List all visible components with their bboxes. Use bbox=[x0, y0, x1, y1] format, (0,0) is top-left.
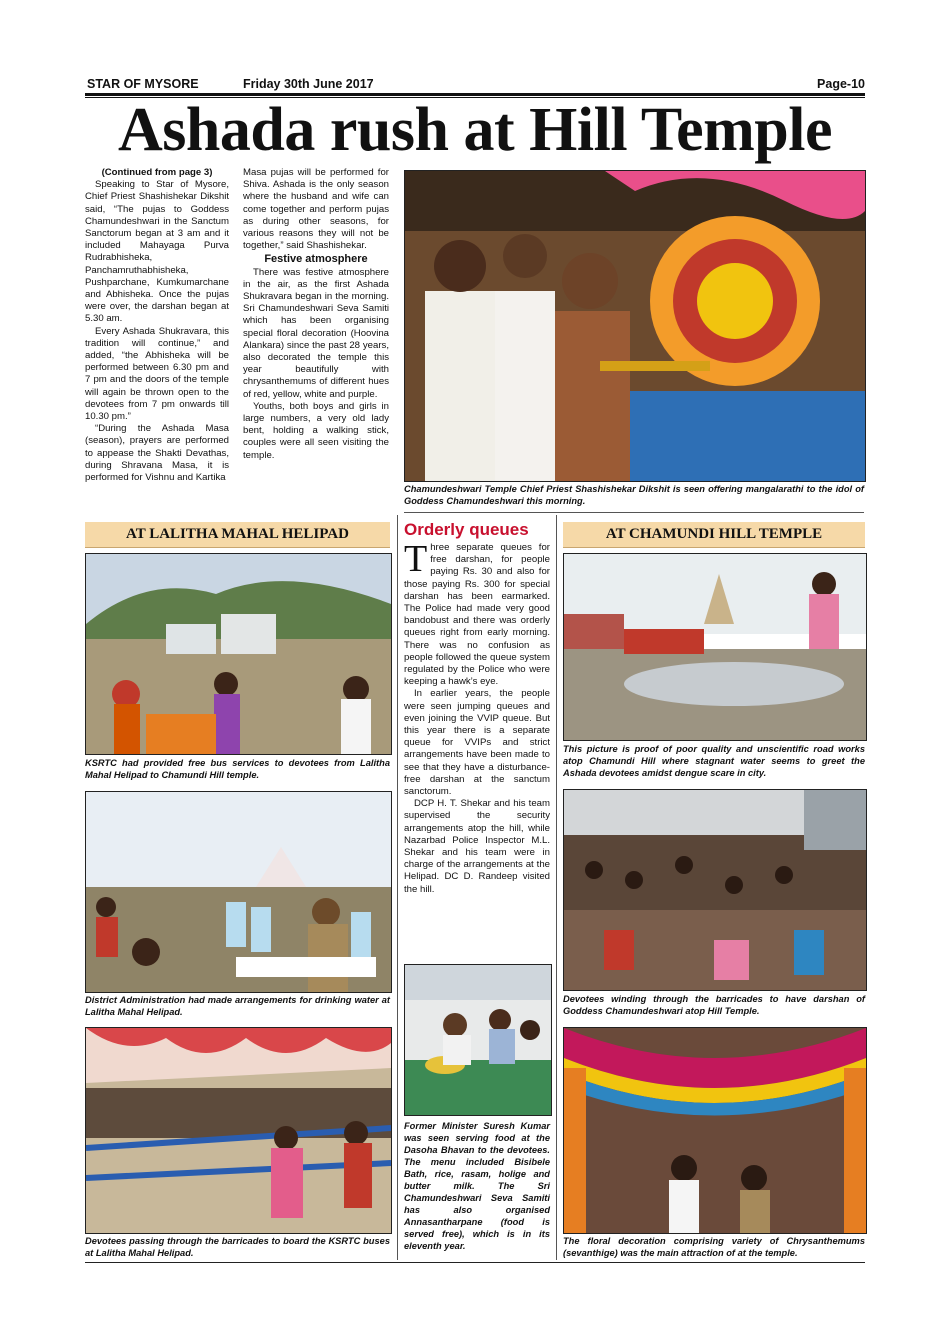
floral-decoration-photo bbox=[563, 1027, 867, 1234]
article-paragraph bbox=[404, 538, 550, 688]
bottom-rule bbox=[85, 1262, 865, 1263]
barricades-helipad-photo bbox=[85, 1027, 392, 1234]
publication-name: STAR OF MYSORE bbox=[87, 77, 199, 91]
barricades-helipad-caption: Devotees passing through the barricades to board the KSRTC buses at Lalitha Mahal Helipad. bbox=[85, 1236, 390, 1258]
article-paragraph: DCP H. T. Shekar and his team supervised the security arrangements atop the hill, while Nazarbad Police Inspector M.L. Shekar and his team were in charge of the arrangements at the Helipad. DC D. Randeep visited the hill. bbox=[404, 798, 550, 895]
floral-decoration-caption: The floral decoration comprising variety of Chrysanthemums (sevanthige) was the main attraction of at the temple. bbox=[563, 1236, 865, 1258]
column-divider bbox=[556, 515, 557, 1260]
drop-cap: T bbox=[404, 538, 428, 580]
article-paragraph: Youths, both boys and girls in large numbers, a very old lady bent, holding a walking stick, couples were all seen visiting the temple. bbox=[243, 400, 389, 461]
article-paragraph: Speaking to Star of Mysore, Chief Priest Shashishekar Dikshit said, “The pujas to Goddess Chamundeshwari in the Sanctum Sanctorum began at 3 am and it included Mahayaga Purva Rudrabhisheka, Panchamruthabhisheka, Pushparchane, Kumkumarchane and Abhisheka. Once the pujas were over, the darshan began at 5.30 am. bbox=[85, 179, 229, 325]
issue-date: Friday 30th June 2017 bbox=[243, 77, 374, 91]
section-title-chamundi-hill: AT CHAMUNDI HILL TEMPLE bbox=[563, 522, 865, 548]
article-paragraph: There was festive atmosphere in the air, as the first Ashada Shukravara began in the morning. Sri Chamundeshwari Seva Samiti which has been organising special floral decoration (Hoovina Alankara) since the past 28 years, also decorated the temple this year beautifully with chrysanthemums of different hues of red, yellow, white and purple. bbox=[243, 266, 389, 400]
headline: Ashada rush at Hill Temple bbox=[118, 96, 832, 164]
drinking-water-photo bbox=[85, 791, 392, 993]
article-paragraph: Every Ashada Shukravara, this tradition will continue,” and added, “the Abhisheka will be performed between 6.30 pm and 7 pm and the doors of the temple will again be thrown open to the devotees from 7 pm onwards till 10.30 pm.” bbox=[85, 325, 229, 423]
bus-services-caption: KSRTC had provided free bus services to devotees from Lalitha Mahal Helipad to Chamundi Hill temple. bbox=[85, 758, 390, 780]
dasoha-bhavan-caption: Former Minister Suresh Kumar was seen serving food at the Dasoha Bhavan to the devotees. The menu included Bisibele Bath, rice, rasam, holige and butter milk. The Sri Chamundeshwari Seva Samiti has also organised Annasantharpane (food is served free), which is in its eleventh year. bbox=[404, 1121, 550, 1251]
divider bbox=[404, 512, 864, 513]
section-title-lalitha-mahal: AT LALITHA MAHAL HELIPAD bbox=[85, 522, 390, 548]
drinking-water-caption: District Administration had made arrangements for drinking water at Lalitha Mahal Helipad. bbox=[85, 995, 390, 1017]
article-paragraph: In earlier years, the people were seen jumping queues and even joining the VVIP queue. But this year there is a separate queue for VVIPs and strict arrangements have been made to see that they have a disturbance-free darshan at the sanctum sanctorum. bbox=[404, 688, 550, 798]
main-temple-photo bbox=[404, 170, 866, 482]
orderly-queues-body bbox=[404, 538, 550, 896]
stagnant-water-caption: This picture is proof of poor quality and unscientific road works atop Chamundi Hill where stagnant water seems to greet the Ashada devotees amidst dengue scare in city. bbox=[563, 744, 865, 778]
main-photo-caption: Chamundeshwari Temple Chief Priest Shashishekar Dikshit is seen offering mangalarathi to the idol of Goddess Chamundeshwari this morning. bbox=[404, 484, 864, 506]
dasoha-bhavan-photo bbox=[404, 964, 552, 1116]
bus-services-photo bbox=[85, 553, 392, 755]
stagnant-water-photo bbox=[563, 553, 867, 741]
crowd-barricades-caption: Devotees winding through the barricades to have darshan of Goddess Chamundeshwari atop Hill Temple. bbox=[563, 994, 865, 1016]
article-column-1 bbox=[85, 167, 229, 484]
article-column-2 bbox=[243, 167, 389, 462]
orderly-queues-title: Orderly queues bbox=[404, 520, 529, 539]
subheading: Festive atmosphere bbox=[264, 253, 368, 266]
continued-note: (Continued from page 3) bbox=[101, 167, 213, 178]
column-divider bbox=[397, 515, 398, 1260]
page-number: Page-10 bbox=[817, 77, 865, 91]
masthead bbox=[85, 77, 865, 93]
article-text: hree separate queues for free darshan, for people paying Rs. 30 and also for those paying Rs. 300 for special darshan has been earmarked. The Police had made very good bandobust and there was orderly queues right from early morning. There was no confusion as people followed the queue system regulated by the Police who were keeping a hawk’s eye. bbox=[404, 542, 550, 688]
article-paragraph: Masa pujas will be performed for Shiva. Ashada is the only season where the husband and wife can come together and perform pujas as during other seasons, for various reasons they will not be together,” said Shashishekar. bbox=[243, 167, 389, 252]
crowd-barricades-photo bbox=[563, 789, 867, 991]
article-paragraph: “During the Ashada Masa (season), prayers are performed to appease the Shakti Devathas, during Shravana Masa, it is performed for Vishnu and Kartika bbox=[85, 423, 229, 484]
